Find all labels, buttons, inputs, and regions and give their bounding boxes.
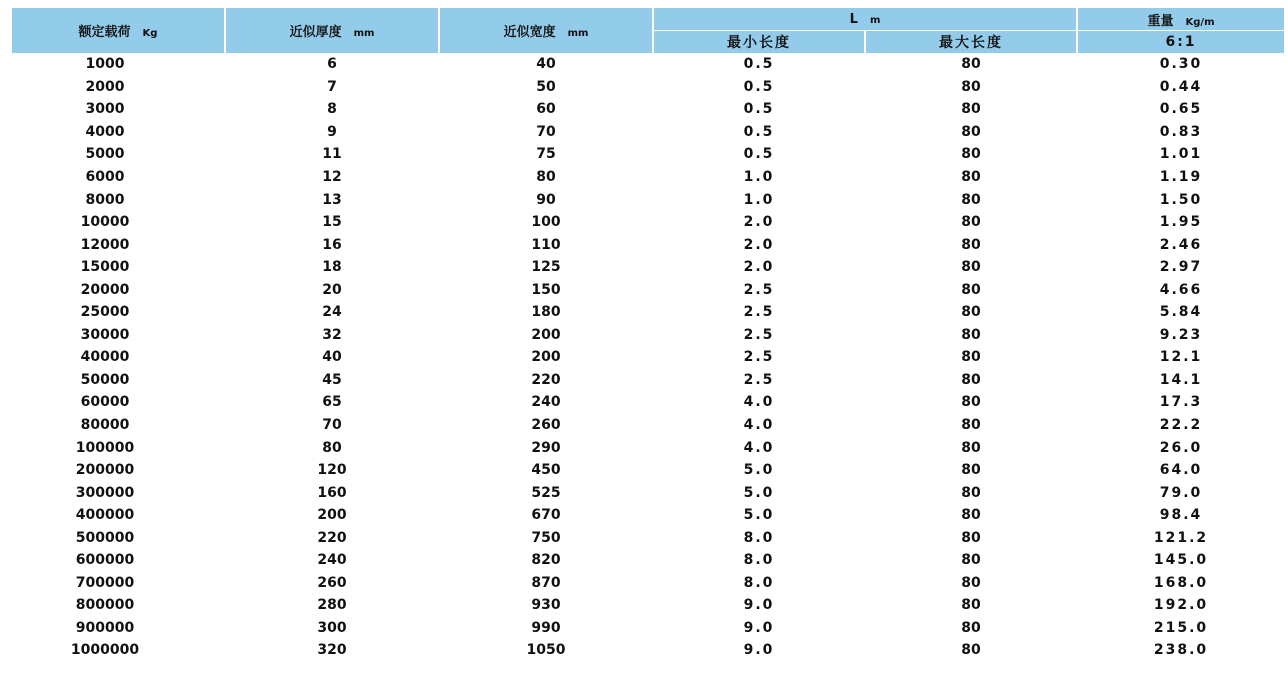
cell-min-length: 2.0 [743, 214, 775, 231]
header-rated-load [12, 8, 224, 53]
cell-width: 240 [531, 394, 561, 411]
cell-rated-load: 5000 [85, 146, 125, 163]
header-thickness-unit: mm [353, 28, 375, 39]
table-row [12, 549, 1284, 572]
cell-weight: 0.65 [1159, 101, 1203, 118]
cell-weight: 26.0 [1159, 439, 1203, 456]
cell-width: 290 [531, 439, 561, 456]
table-row [12, 143, 1284, 166]
cell-rated-load: 800000 [75, 597, 135, 614]
cell-width: 870 [531, 574, 561, 591]
cell-rated-load: 1000000 [70, 642, 140, 659]
table-header [12, 8, 1284, 53]
cell-width: 75 [536, 146, 556, 163]
cell-thickness: 260 [317, 574, 347, 591]
cell-min-length: 8.0 [743, 529, 775, 546]
table-row [12, 76, 1284, 99]
cell-max-length: 80 [961, 371, 981, 388]
cell-rated-load: 3000 [85, 101, 125, 118]
cell-min-length: 5.0 [743, 507, 775, 524]
header-weight-unit: Kg/m [1185, 16, 1215, 28]
cell-max-length: 80 [961, 123, 981, 140]
cell-rated-load: 20000 [80, 281, 130, 298]
cell-max-length: 80 [961, 349, 981, 366]
cell-weight: 1.19 [1159, 169, 1203, 185]
header-width-unit: mm [567, 28, 589, 39]
table-row [12, 324, 1284, 347]
cell-width: 80 [536, 169, 556, 185]
cell-min-length: 8.0 [743, 574, 775, 591]
table-row [12, 436, 1284, 459]
cell-thickness: 9 [327, 123, 337, 140]
cell-max-length: 80 [961, 304, 981, 321]
cell-thickness: 12 [322, 169, 342, 185]
cell-weight: 192.0 [1153, 597, 1209, 614]
cell-min-length: 2.0 [743, 236, 775, 253]
cell-rated-load: 200000 [75, 462, 135, 479]
cell-max-length: 80 [961, 619, 981, 636]
cell-rated-load: 40000 [80, 349, 130, 366]
cell-rated-load: 6000 [85, 169, 125, 185]
cell-thickness: 32 [322, 326, 342, 343]
cell-weight: 121.2 [1153, 529, 1209, 546]
cell-rated-load: 10000 [80, 214, 130, 231]
cell-min-length: 4.0 [743, 394, 775, 411]
cell-rated-load: 500000 [75, 529, 135, 546]
cell-thickness: 300 [317, 619, 347, 636]
cell-min-length: 0.5 [743, 78, 775, 95]
cell-rated-load: 1000 [85, 56, 125, 73]
header-width [440, 8, 652, 53]
header-width-label: 近似宽度 [503, 25, 556, 40]
cell-rated-load: 50000 [80, 371, 130, 388]
header-row-top [12, 8, 1284, 31]
cell-width: 90 [536, 191, 556, 208]
table-body [12, 53, 1284, 662]
cell-rated-load: 900000 [75, 619, 135, 636]
cell-weight: 215.0 [1153, 619, 1209, 636]
cell-width: 670 [531, 507, 561, 524]
cell-width: 70 [536, 123, 556, 140]
cell-rated-load: 12000 [80, 236, 130, 253]
cell-width: 50 [536, 78, 556, 95]
header-thickness-label: 近似厚度 [289, 25, 342, 40]
table-row [12, 301, 1284, 324]
cell-rated-load: 2000 [85, 78, 125, 95]
cell-min-length: 2.5 [743, 371, 775, 388]
cell-max-length: 80 [961, 394, 981, 411]
cell-weight: 2.97 [1159, 259, 1203, 276]
table-row [12, 617, 1284, 640]
cell-max-length: 80 [961, 439, 981, 456]
cell-max-length: 80 [961, 552, 981, 569]
cell-weight: 0.30 [1159, 56, 1203, 73]
cell-min-length: 9.0 [743, 597, 775, 614]
cell-max-length: 80 [961, 326, 981, 343]
cell-min-length: 0.5 [743, 101, 775, 118]
cell-max-length: 80 [961, 146, 981, 163]
cell-weight: 14.1 [1159, 371, 1203, 388]
cell-max-length: 80 [961, 507, 981, 524]
cell-thickness: 45 [322, 371, 342, 388]
table-row [12, 121, 1284, 144]
cell-rated-load: 100000 [75, 439, 135, 456]
cell-thickness: 11 [322, 146, 342, 163]
cell-weight: 0.83 [1159, 123, 1203, 140]
cell-min-length: 0.5 [743, 56, 775, 73]
cell-min-length: 4.0 [743, 417, 775, 434]
cell-width: 260 [531, 417, 561, 434]
header-rated-load-unit: Kg [142, 28, 158, 39]
table-row [12, 414, 1284, 437]
cell-max-length: 80 [961, 78, 981, 95]
cell-min-length: 0.5 [743, 146, 775, 163]
cell-weight: 1.95 [1159, 214, 1203, 231]
cell-thickness: 160 [317, 484, 347, 501]
header-rated-load-label: 额定载荷 [78, 25, 131, 40]
cell-thickness: 240 [317, 552, 347, 569]
cell-min-length: 2.5 [743, 281, 775, 298]
table-row [12, 233, 1284, 256]
cell-thickness: 24 [322, 304, 342, 321]
cell-max-length: 80 [961, 259, 981, 276]
cell-weight: 2.46 [1159, 236, 1203, 253]
cell-weight: 9.23 [1159, 326, 1203, 343]
cell-weight: 238.0 [1153, 642, 1209, 659]
cell-max-length: 80 [961, 529, 981, 546]
cell-width: 220 [531, 371, 561, 388]
cell-min-length: 2.5 [743, 304, 775, 321]
header-weight-label: 重量 [1147, 13, 1174, 29]
cell-rated-load: 8000 [85, 191, 125, 208]
table-row [12, 98, 1284, 121]
cell-rated-load: 700000 [75, 574, 135, 591]
cell-min-length: 2.5 [743, 349, 775, 366]
header-weight-ratio: 6:1 [1078, 31, 1284, 53]
cell-weight: 64.0 [1159, 462, 1203, 479]
cell-min-length: 2.5 [743, 326, 775, 343]
cell-width: 200 [531, 326, 561, 343]
cell-max-length: 80 [961, 462, 981, 479]
cell-weight: 79.0 [1159, 484, 1203, 501]
header-min-length: 最小长度 [654, 31, 864, 53]
cell-rated-load: 400000 [75, 507, 135, 524]
cell-thickness: 16 [322, 236, 342, 253]
header-weight [1078, 8, 1284, 31]
cell-width: 450 [531, 462, 561, 479]
cell-max-length: 80 [961, 56, 981, 73]
table-row [12, 481, 1284, 504]
table-row [12, 594, 1284, 617]
cell-weight: 1.50 [1159, 191, 1203, 208]
cell-thickness: 6 [327, 56, 337, 73]
cell-width: 110 [531, 236, 561, 253]
table-row [12, 256, 1284, 279]
cell-width: 150 [531, 281, 561, 298]
table-row [12, 526, 1284, 549]
cell-weight: 22.2 [1159, 417, 1203, 434]
cell-thickness: 120 [317, 462, 347, 479]
cell-min-length: 5.0 [743, 462, 775, 479]
cell-width: 125 [531, 259, 561, 276]
cell-thickness: 7 [327, 78, 337, 95]
cell-max-length: 80 [961, 574, 981, 591]
cell-thickness: 70 [322, 417, 342, 434]
cell-weight: 5.84 [1159, 304, 1203, 321]
table-row [12, 459, 1284, 482]
cell-rated-load: 80000 [80, 417, 130, 434]
cell-thickness: 280 [317, 597, 347, 614]
cell-width: 990 [531, 619, 561, 636]
cell-thickness: 65 [322, 394, 342, 411]
cell-min-length: 2.0 [743, 259, 775, 276]
table-row [12, 369, 1284, 392]
header-length-label: L [849, 11, 858, 27]
cell-min-length: 4.0 [743, 439, 775, 456]
cell-max-length: 80 [961, 281, 981, 298]
cell-min-length: 9.0 [743, 642, 775, 659]
cell-rated-load: 60000 [80, 394, 130, 411]
cell-min-length: 5.0 [743, 484, 775, 501]
cell-thickness: 13 [322, 191, 342, 208]
cell-max-length: 80 [961, 101, 981, 118]
cell-weight: 1.01 [1159, 146, 1203, 163]
cell-thickness: 80 [322, 439, 342, 456]
table-row [12, 53, 1284, 76]
cell-thickness: 220 [317, 529, 347, 546]
cell-rated-load: 30000 [80, 326, 130, 343]
cell-min-length: 8.0 [743, 552, 775, 569]
cell-rated-load: 25000 [80, 304, 130, 321]
table-row [12, 639, 1284, 662]
cell-weight: 4.66 [1159, 281, 1203, 298]
cell-max-length: 80 [961, 191, 981, 208]
cell-width: 100 [531, 214, 561, 231]
table-row [12, 188, 1284, 211]
table-row [12, 211, 1284, 234]
cell-width: 200 [531, 349, 561, 366]
cell-weight: 0.44 [1159, 78, 1203, 95]
cell-width: 930 [531, 597, 561, 614]
table-row [12, 278, 1284, 301]
cell-max-length: 80 [961, 236, 981, 253]
cell-weight: 12.1 [1159, 349, 1203, 366]
cell-max-length: 80 [961, 642, 981, 659]
cell-weight: 98.4 [1159, 507, 1203, 524]
cell-rated-load: 15000 [80, 259, 130, 276]
cell-thickness: 20 [322, 281, 342, 298]
table-row [12, 504, 1284, 527]
cell-width: 750 [531, 529, 561, 546]
sling-spec-table [10, 8, 1286, 662]
cell-max-length: 80 [961, 214, 981, 231]
cell-width: 1050 [526, 642, 566, 659]
table-row [12, 572, 1284, 595]
cell-width: 820 [531, 552, 561, 569]
cell-weight: 168.0 [1153, 574, 1209, 591]
cell-thickness: 15 [322, 214, 342, 231]
cell-min-length: 9.0 [743, 619, 775, 636]
cell-min-length: 1.0 [743, 191, 775, 208]
cell-thickness: 18 [322, 259, 342, 276]
header-length-group [654, 8, 1076, 31]
cell-rated-load: 600000 [75, 552, 135, 569]
cell-weight: 17.3 [1159, 394, 1203, 411]
cell-thickness: 8 [327, 101, 337, 118]
cell-weight: 145.0 [1153, 552, 1209, 569]
cell-width: 525 [531, 484, 561, 501]
cell-thickness: 200 [317, 507, 347, 524]
cell-width: 40 [536, 56, 556, 73]
header-length-unit: m [869, 14, 881, 26]
cell-width: 60 [536, 101, 556, 118]
table-row [12, 166, 1284, 189]
table-row [12, 346, 1284, 369]
cell-min-length: 0.5 [743, 123, 775, 140]
cell-max-length: 80 [961, 597, 981, 614]
cell-rated-load: 300000 [75, 484, 135, 501]
header-thickness [226, 8, 438, 53]
cell-max-length: 80 [961, 169, 981, 185]
cell-max-length: 80 [961, 417, 981, 434]
header-max-length: 最大长度 [866, 31, 1076, 53]
cell-max-length: 80 [961, 484, 981, 501]
cell-rated-load: 4000 [85, 123, 125, 140]
cell-thickness: 40 [322, 349, 342, 366]
cell-width: 180 [531, 304, 561, 321]
cell-thickness: 320 [317, 642, 347, 659]
cell-min-length: 1.0 [743, 169, 775, 185]
table-row [12, 391, 1284, 414]
